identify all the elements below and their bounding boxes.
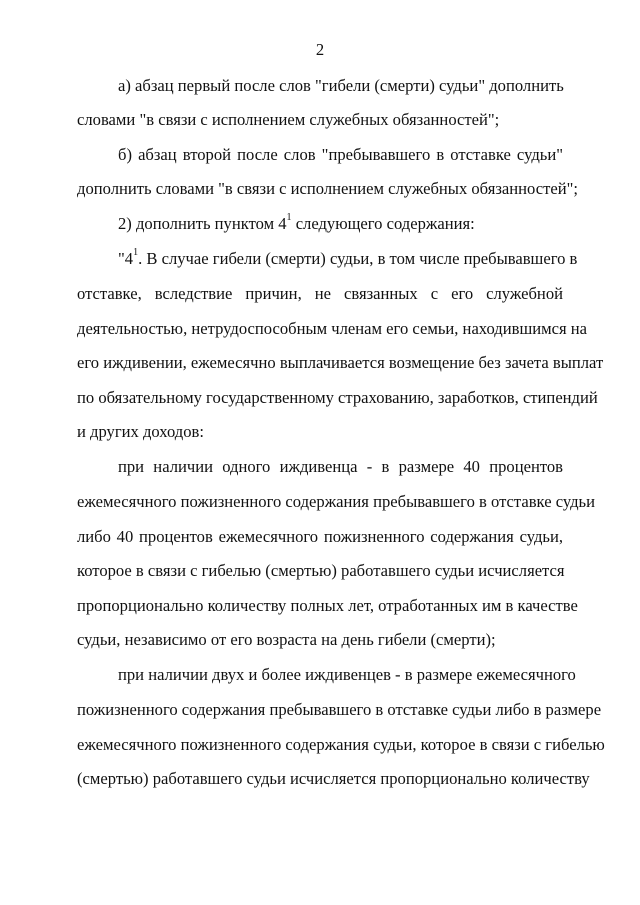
text-line: либо 40 процентов ежемесячного пожизненного содержания судьи,	[77, 527, 563, 546]
text-line	[118, 247, 578, 269]
text-line: при наличии одного иждивенца - в размере 40 процентов	[118, 457, 563, 476]
text-line: пожизненного содержания пребывавшего в отставке судьи либо в размере	[77, 700, 602, 719]
text-line: ежемесячного пожизненного содержания судьи, которое в связи с гибелью	[77, 735, 605, 754]
text-line: его иждивении, ежемесячно выплачивается возмещение без зачета выплат	[77, 353, 604, 372]
text-line: словами "в связи с исполнением служебных обязанностей";	[77, 110, 500, 129]
text-line	[118, 214, 563, 234]
text-line: ежемесячного пожизненного содержания пребывавшего в отставке судьи	[77, 492, 595, 511]
text-line: судьи, независимо от его возраста на день гибели (смерти);	[77, 630, 496, 649]
text-line: по обязательному государственному страхованию, заработков, стипендий	[77, 388, 598, 407]
text-line: а) абзац первый после слов "гибели (смерти) судьи" дополнить	[118, 76, 564, 95]
text-fragment: . В случае гибели (смерти) судьи, в том числе пребывавшего в	[138, 249, 578, 268]
text-fragment: "4	[118, 249, 134, 268]
text-line: дополнить словами "в связи с исполнением служебных обязанностей";	[77, 179, 578, 198]
text-line: которое в связи с гибелью (смертью) работавшего судьи исчисляется	[77, 561, 565, 580]
text-line: и других доходов:	[77, 422, 204, 441]
superscript: 1	[133, 247, 139, 259]
text-fragment: следующего содержания:	[291, 214, 475, 233]
text-line: при наличии двух и более иждивенцев - в размере ежемесячного	[118, 665, 576, 684]
text-line: отставке, вследствие причин, не связанных с его служебной	[77, 284, 563, 303]
text-line: деятельностью, нетрудоспособным членам его семьи, находившимся на	[77, 319, 587, 338]
text-line: (смертью) работавшего судьи исчисляется пропорционально количеству	[77, 769, 590, 788]
text-fragment: 2) дополнить пунктом 4	[118, 214, 287, 233]
page-number: 2	[315, 40, 325, 59]
text-line: б) абзац второй после слов "пребывавшего в отставке судьи"	[118, 145, 563, 164]
superscript: 1	[286, 212, 292, 224]
text-line: пропорционально количеству полных лет, отработанных им в качестве	[77, 596, 578, 615]
